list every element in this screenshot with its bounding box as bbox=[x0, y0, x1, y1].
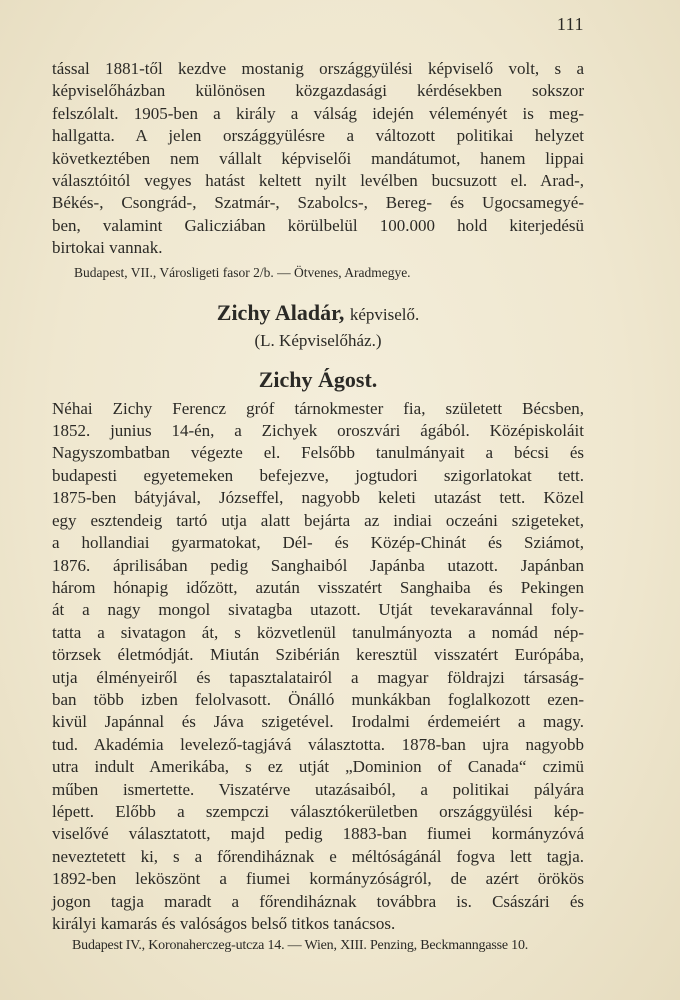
text-line: képviselőházban különösen közgazdasági kérdésekben sokszor bbox=[52, 81, 584, 101]
text-line: ban több izben felolvasott. Önálló munkákban foglalkozott ezen- bbox=[52, 689, 584, 709]
entry-heading bbox=[52, 300, 584, 328]
text-line: 1876. áprilisában pedig Sanghaiból Japánba utazott. Japánban bbox=[52, 555, 584, 575]
entry-role: képviselő. bbox=[349, 304, 420, 324]
entry-name: Zichy Aladár, bbox=[216, 299, 345, 325]
text-line: Néhai Zichy Ferencz gróf tárnokmester fia, született Bécsben, bbox=[52, 398, 584, 418]
entry-address: Budapest, VII., Városligeti fasor 2/b. — Ötvenes, Aradmegye. bbox=[74, 264, 411, 280]
text-line: tud. Akadémia levelező-tagjává választotta. 1878-ban ujra nagyobb bbox=[52, 734, 584, 754]
text-line: tatta a sivatagon át, s közvetlenül tanulmányozta a nomád nép- bbox=[52, 622, 584, 642]
text-line: jogon tagja maradt a főrendiháznak továbbra is. Császári és bbox=[52, 891, 584, 911]
text-line: neveztetett ki, s a főrendiháznak e méltóságánál fogva lett tagja. bbox=[52, 846, 584, 866]
text-line: át a nagy mongol sivatagba utazott. Utját tevekaravánnal foly- bbox=[52, 600, 584, 620]
entry-cross-reference: (L. Képviselőház.) bbox=[254, 330, 382, 350]
text-line: birtokai vannak. bbox=[52, 238, 163, 258]
text-column bbox=[52, 58, 584, 955]
text-line: Békés-, Csongrád-, Szatmár-, Szabolcs-, Bereg- és Ugocsamegyé- bbox=[52, 193, 584, 213]
text-line: ben, valamint Galicziában körülbelül 100.000 hold kiterjedésü bbox=[52, 215, 584, 235]
text-line: utra indult Amerikába, s ez utját „Dominion of Canada“ czimü bbox=[52, 757, 584, 777]
text-line: műben ismertette. Viszatérve utazásaiból, a politikai pályára bbox=[52, 779, 584, 799]
text-line: kivül Japánnal és Jáva szigetével. Irodalmi érdemeiért a magy. bbox=[52, 712, 584, 732]
text-line: Nagyszombatban végezte el. Felsőbb tanulmányait a bécsi és bbox=[52, 443, 584, 463]
text-line: a hollandiai gyarmatokat, Dél- és Közép-Chinát és Sziámot, bbox=[52, 533, 584, 553]
text-line: törzsek életmódját. Miután Szibérián keresztül visszatért Európába, bbox=[52, 645, 584, 665]
entry-continuation-paragraph bbox=[52, 58, 584, 260]
text-line: 1852. junius 14-én, a Zichyek oroszvári ágából. Középiskoláit bbox=[52, 421, 584, 441]
entry-heading: Zichy Ágost. bbox=[258, 366, 378, 392]
entry-address: Budapest IV., Koronaherczeg-utcza 14. — Wien, XIII. Penzing, Beckmanngasse 10. bbox=[72, 938, 529, 954]
text-line: királyi kamarás és valóságos belső titkos tanácsos. bbox=[52, 914, 396, 933]
text-line: következtében nem vállalt képviselői mandátumot, hanem lippai bbox=[52, 148, 584, 168]
text-line: egy esztendeig tartó utja alatt bejárta az indiai oczeáni szigeteket, bbox=[52, 510, 584, 530]
text-line: hallgatta. A jelen országgyülésre a változott politikai helyzet bbox=[52, 126, 584, 146]
text-line: 1875-ben bátyjával, Józseffel, nagyobb keleti utazást tett. Közel bbox=[52, 488, 584, 508]
text-line: felszólalt. 1905-ben a király a válság idején véleményét is meg- bbox=[52, 103, 584, 123]
entry-biography-paragraph bbox=[52, 398, 584, 936]
text-line: lépett. Előbb a szempczi választókerületben országgyülési kép- bbox=[52, 801, 584, 821]
text-line: 1892-ben leköszönt a fiumei kormányzóságról, de azért örökös bbox=[52, 869, 584, 889]
text-line: választóitól vegyes hatást keltett nyilt levélben bucsuzott el. Arad-, bbox=[52, 171, 584, 191]
page-number: 111 bbox=[556, 14, 584, 34]
text-line: utja élményeiről és tapasztalatairól a magyar földrajzi társaság- bbox=[52, 667, 584, 687]
text-line: viselővé választatott, majd pedig 1883-ban fiumei kormányzóvá bbox=[52, 824, 584, 844]
text-line: tással 1881-től kezdve mostanig országgyülési képviselő volt, s a bbox=[52, 59, 584, 78]
text-line: budapesti egyetemeken befejezve, jogtudori szigorlatokat tett. bbox=[52, 465, 584, 485]
text-line: három hónapig időzött, azután visszatért Sanghaiba és Pekingen bbox=[52, 577, 584, 597]
